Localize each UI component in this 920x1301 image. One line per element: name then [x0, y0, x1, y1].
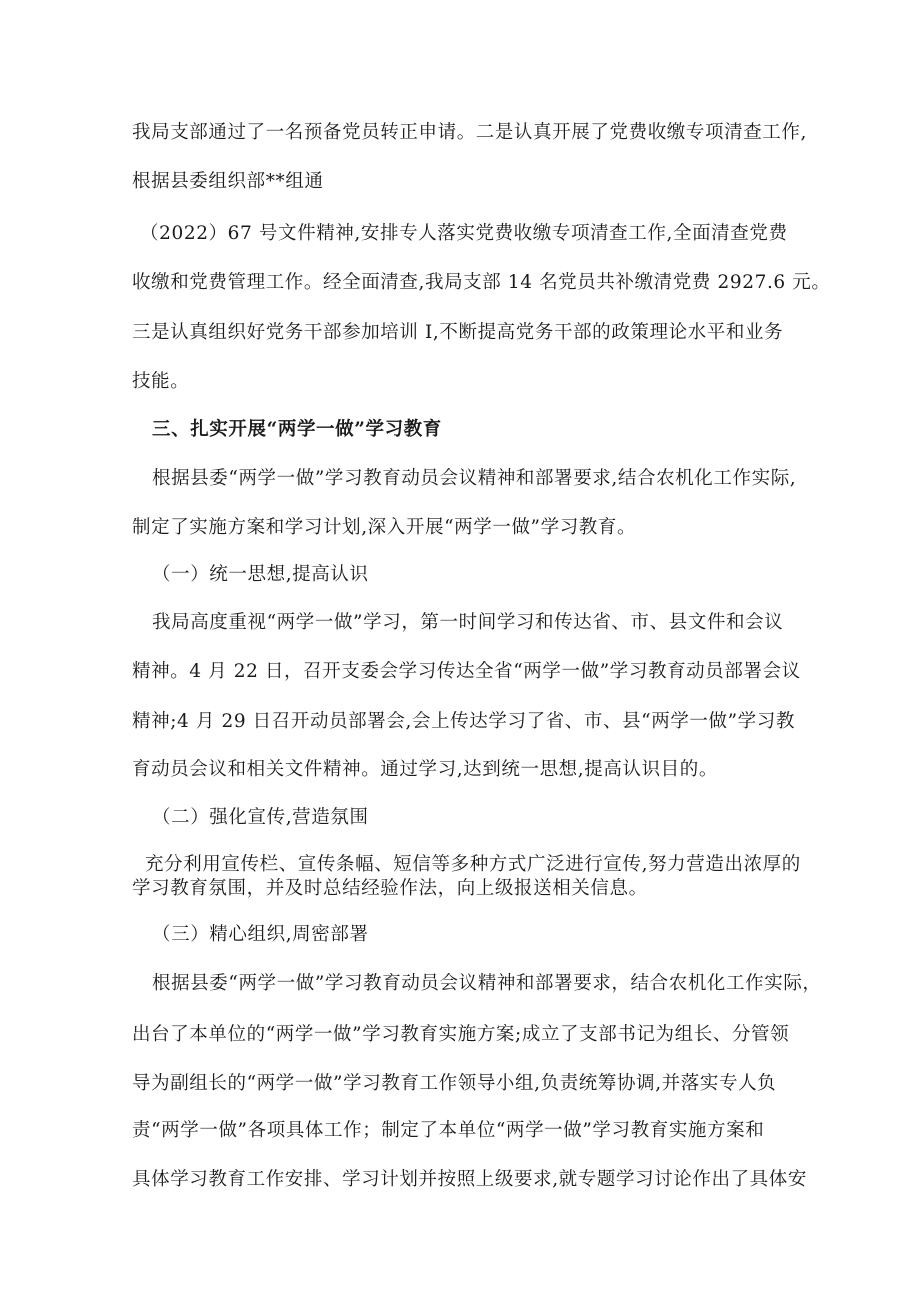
- text-line: 我局高度重视“两学一做”学习，第一时间学习和传达省、市、县文件和会议: [152, 612, 784, 633]
- text-line: 制定了实施方案和学习计划,深入开展“两学一做”学习教育。: [132, 517, 637, 538]
- section-heading: 三、扎实开展“两学一做”学习教育: [152, 419, 442, 440]
- text-line: 责“两学一做”各项具体工作；制定了本单位“两学一做”学习教育实施方案和: [132, 1120, 765, 1141]
- text-line: 我局支部通过了一名预备党员转正申请。二是认真开展了党费收缴专项清查工作,: [132, 122, 807, 143]
- text-line: 三是认真组织好党务干部参加培训 I,不断提高党务干部的政策理论水平和业务: [132, 322, 784, 343]
- text-line: 收缴和党费管理工作。经全面清查,我局支部 14 名党员共补缴清党费 2927.6 元。: [132, 272, 831, 293]
- text-line: 根据县委“两学一做”学习教育动员会议精神和部署要求，结合农机化工作实际，: [152, 973, 822, 994]
- text-line: 精神。4 月 22 日，召开支委会学习传达全省“两学一做”学习教育动员部署会议: [132, 661, 801, 682]
- text-line: 根据县委“两学一做”学习教育动员会议精神和部署要求,结合农机化工作实际,: [152, 468, 797, 489]
- text-line: 精神;4 月 29 日召开动员部署会,会上传达学习了省、市、县“两学一做”学习教: [132, 711, 795, 732]
- text-line: 育动员会议和相关文件精神。通过学习,达到统一思想,提高认识目的。: [132, 759, 718, 780]
- subsection-heading: （三）精心组织,周密部署: [152, 924, 369, 945]
- text-line: 具体学习教育工作安排、学习计划并按照上级要求,就专题学习讨论作出了具体安: [132, 1169, 807, 1190]
- text-line: 技能。: [132, 371, 190, 392]
- text-line: 根据县委组织部**组通: [132, 171, 324, 192]
- text-line: 学习教育氛围，并及时总结经验作法，向上级报送相关信息。: [132, 878, 648, 899]
- text-line: 导为副组长的“两学一做”学习教育工作领导小组,负责统筹协调,并落实专人负: [132, 1073, 777, 1094]
- subsection-heading: （二）强化宣传,营造氛围: [152, 807, 369, 828]
- text-line: 出台了本单位的“两学一做”学习教育实施方案;成立了支部书记为组长、分管领: [132, 1024, 790, 1045]
- text-line: 充分利用宣传栏、宣传条幅、短信等多种方式广泛进行宣传,努力营造出浓厚的: [145, 854, 801, 875]
- text-line: （2022）67 号文件精神,安排专人落实党费收缴专项清查工作,全面清查党费: [140, 223, 788, 244]
- subsection-heading: （一）统一思想,提高认识: [152, 564, 369, 585]
